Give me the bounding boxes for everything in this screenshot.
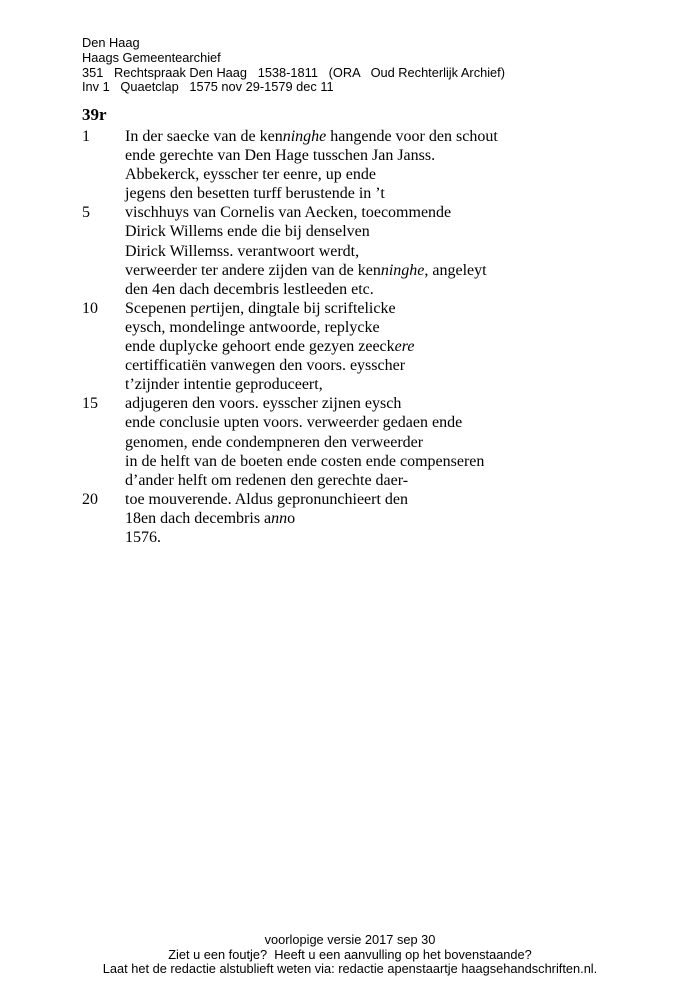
line-number: 15	[82, 395, 98, 413]
line-number	[82, 184, 125, 203]
line-text	[125, 413, 462, 432]
line-text	[125, 299, 396, 318]
expanded-abbreviation: nn	[271, 509, 288, 527]
transcription-line	[82, 261, 498, 280]
line-number	[82, 413, 125, 432]
line-text	[125, 203, 451, 222]
text-segment: 1576.	[125, 528, 161, 546]
transcription-line	[82, 222, 498, 241]
footer-line: Ziet u een foutje? Heeft u een aanvulling op het bovenstaande?	[168, 946, 532, 962]
line-text	[125, 146, 435, 165]
transcription-line	[82, 394, 498, 413]
transcription-line	[82, 318, 498, 337]
transcription-line	[82, 509, 498, 528]
footer-line: voorlopige versie 2017 sep 30	[264, 932, 436, 947]
line-text	[125, 528, 161, 547]
transcription-line	[82, 299, 498, 318]
line-number	[82, 242, 125, 261]
transcription-body	[82, 127, 498, 547]
expanded-abbreviation: ninghe	[282, 128, 327, 145]
text-segment: ende conclusie upten voors. verweerder gedaen ende	[125, 414, 463, 432]
expanded-abbreviation: ninghe	[380, 261, 425, 279]
line-number	[82, 280, 125, 299]
transcription-line	[82, 165, 498, 184]
text-segment: In der saecke van de ken	[125, 128, 283, 145]
line-number	[82, 509, 125, 528]
line-text	[125, 452, 484, 471]
expanded-abbreviation: er	[198, 299, 212, 317]
text-segment: den 4en dach decembris lestleeden etc.	[125, 280, 374, 298]
line-number	[82, 337, 125, 356]
text-segment: d’ander helft om redenen den gerechte daer-	[125, 471, 409, 489]
text-segment: Dirick Willemss. verantwoort werdt,	[125, 242, 360, 260]
line-number	[82, 165, 125, 184]
line-number: 1	[82, 128, 90, 145]
transcription-line	[82, 337, 498, 356]
text-segment: hangende voor den schout	[326, 128, 498, 145]
transcription-line	[82, 203, 498, 222]
transcription-line	[82, 433, 498, 452]
text-segment: tijen, dingtale bij scriftelicke	[211, 299, 396, 317]
transcription-line	[82, 146, 498, 165]
line-number	[82, 146, 125, 165]
line-number: 5	[82, 204, 90, 222]
line-number	[82, 318, 125, 337]
line-number	[82, 452, 125, 471]
header-line: Inv 1 Quaetclap 1575 nov 29-1579 dec 11	[82, 79, 334, 95]
header-line: 351 Rechtspraak Den Haag 1538-1811 (ORA Oud Rechterlijk Archief)	[82, 64, 505, 80]
line-text	[125, 184, 385, 203]
text-segment: , angeleyt	[424, 261, 487, 279]
transcription-line	[82, 280, 498, 299]
line-text	[125, 318, 380, 337]
text-segment: 18en dach decembris a	[125, 509, 272, 527]
header-line: Den Haag	[82, 35, 140, 50]
transcription-line	[82, 184, 498, 203]
text-segment: Scepenen p	[125, 299, 199, 317]
line-text	[125, 127, 498, 146]
archive-header	[82, 36, 505, 95]
transcription-line	[82, 375, 498, 394]
line-text	[125, 375, 323, 394]
transcription-line	[82, 413, 498, 432]
line-number: 10	[82, 299, 98, 317]
line-number	[82, 471, 125, 490]
text-segment: certifficatiën vanwegen den voors. eysscher	[125, 357, 406, 375]
line-number: 20	[82, 490, 98, 508]
editorial-footer	[0, 933, 700, 977]
line-text	[125, 471, 408, 490]
line-text	[125, 261, 487, 280]
text-segment: vischhuys van Cornelis van Aecken, toecommende	[125, 204, 452, 222]
text-segment: verweerder ter andere zijden van de ken	[125, 261, 381, 279]
text-segment: jegens den besetten turff berustende in ’t	[125, 185, 385, 203]
header-line: Haags Gemeentearchief	[82, 49, 221, 65]
line-text	[125, 337, 414, 356]
transcription-line	[82, 452, 498, 471]
text-segment: ende duplycke gehoort ende gezyen zeeck	[125, 338, 395, 356]
footer-line: Laat het de redactie alstublieft weten via: redactie apenstaartje haagsehandschriften.nl.	[102, 961, 598, 977]
line-text	[125, 490, 408, 509]
text-segment: toe mouverende. Aldus gepronunchieert den	[125, 490, 409, 508]
text-segment: Abbekerck, eysscher ter eenre, up ende	[125, 166, 376, 184]
line-number	[82, 528, 125, 547]
text-segment: o	[287, 509, 296, 527]
text-segment: in de helft van de boeten ende costen ende compenseren	[125, 452, 485, 470]
text-segment: ende gerechte van Den Hage tusschen Jan Janss.	[125, 147, 436, 165]
text-segment: Dirick Willems ende die bij denselven	[125, 223, 370, 241]
line-number	[82, 375, 125, 394]
text-segment: t’zijnder intentie geproduceert,	[125, 376, 323, 394]
line-text	[125, 242, 359, 261]
line-text	[125, 165, 376, 184]
line-text	[125, 509, 295, 528]
line-number	[82, 222, 125, 241]
text-segment: genomen, ende condempneren den verweerder	[125, 433, 424, 451]
line-text	[125, 356, 405, 375]
line-number	[82, 261, 125, 280]
line-text	[125, 394, 401, 413]
line-text	[125, 433, 423, 452]
line-number	[82, 356, 125, 375]
transcription-line	[82, 471, 498, 490]
transcription-line	[82, 242, 498, 261]
expanded-abbreviation: ere	[394, 338, 415, 356]
line-text	[125, 222, 370, 241]
folio-number: 39r	[82, 105, 107, 124]
text-segment: adjugeren den voors. eysscher zijnen eysch	[125, 395, 402, 413]
line-number	[82, 433, 125, 452]
transcription-line	[82, 356, 498, 375]
line-text	[125, 280, 374, 299]
transcription-line	[82, 127, 498, 146]
text-segment: eysch, mondelinge antwoorde, replycke	[125, 318, 380, 336]
transcription-line	[82, 528, 498, 547]
transcription-line	[82, 490, 498, 509]
